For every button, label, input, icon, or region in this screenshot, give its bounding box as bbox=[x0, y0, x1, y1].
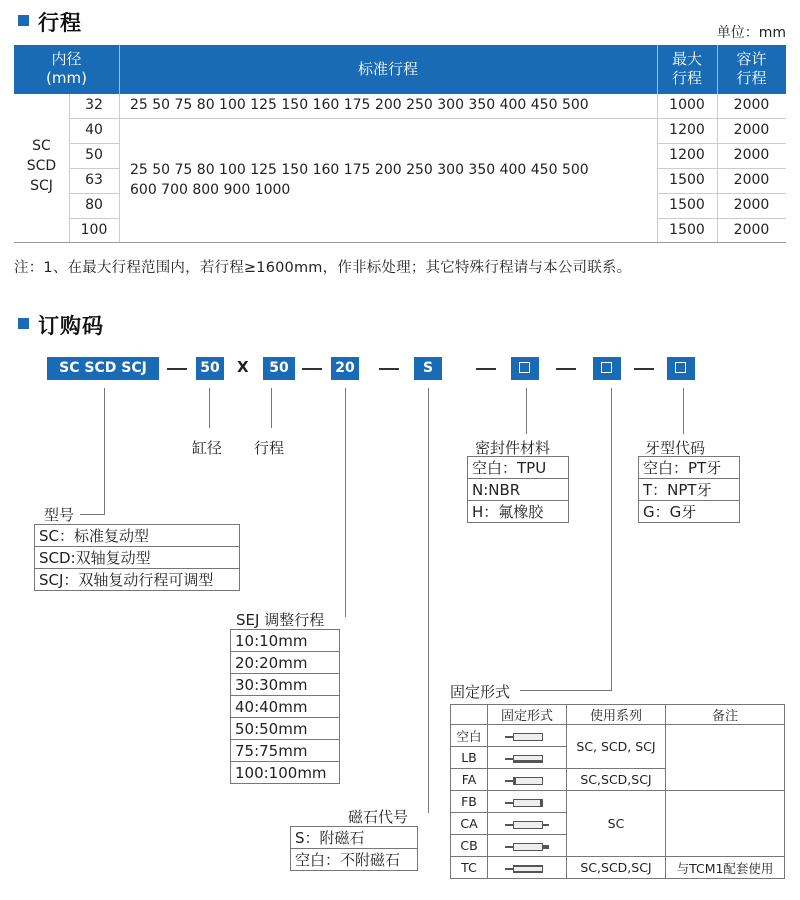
stroke-section-title: 行程 bbox=[38, 11, 82, 35]
magnet-option: S：附磁石 bbox=[291, 827, 418, 849]
tol-cell: 2000 bbox=[733, 147, 770, 163]
label-sej: SEJ 调整行程 bbox=[236, 611, 325, 629]
mount-image bbox=[488, 747, 567, 769]
seal-option: N:NBR bbox=[468, 479, 569, 501]
code-dash bbox=[379, 368, 399, 370]
mount-series: SC,SCD,SCJ bbox=[567, 857, 666, 879]
mount-series: SC, SCD, SCJ bbox=[567, 725, 666, 769]
sej-option: 10:10mm bbox=[231, 630, 340, 652]
bore-cell: 63 bbox=[85, 172, 103, 188]
sej-option: 30:30mm bbox=[231, 674, 340, 696]
divider bbox=[657, 218, 786, 219]
connector bbox=[271, 388, 272, 428]
mount-series: SC,SCD,SCJ bbox=[567, 769, 666, 791]
model-option: SCJ：双轴复动行程可调型 bbox=[35, 569, 240, 591]
code-magnet: S bbox=[414, 357, 442, 380]
header-divider bbox=[717, 45, 718, 94]
code-stroke: 50 bbox=[263, 357, 295, 380]
thread-option: 空白：PT牙 bbox=[639, 457, 740, 479]
divider bbox=[69, 118, 786, 119]
bore-cell: 40 bbox=[85, 122, 103, 138]
model-options-table bbox=[34, 524, 240, 591]
code-dash bbox=[476, 368, 496, 370]
mount-remark bbox=[666, 725, 785, 791]
connector bbox=[683, 388, 684, 434]
connector bbox=[209, 388, 210, 428]
max-cell: 1200 bbox=[669, 147, 705, 163]
connector bbox=[428, 388, 429, 813]
max-cell: 1200 bbox=[669, 122, 705, 138]
mount-table bbox=[450, 704, 785, 879]
section-marker bbox=[18, 318, 29, 329]
max-cell: 1500 bbox=[669, 197, 705, 213]
sej-option: 100:100mm bbox=[231, 762, 340, 784]
magnet-options-table bbox=[290, 826, 418, 871]
mount-image bbox=[488, 725, 567, 747]
header-divider bbox=[657, 45, 658, 94]
tol-cell: 2000 bbox=[733, 97, 770, 113]
code-model: SC SCD SCJ bbox=[47, 357, 159, 380]
header-tolerance-stroke: 容许 行程 bbox=[736, 50, 767, 87]
max-cell: 1500 bbox=[669, 172, 705, 188]
sej-options-table bbox=[230, 629, 340, 784]
code-dash bbox=[634, 368, 654, 370]
connector bbox=[611, 388, 612, 691]
connector bbox=[345, 388, 346, 617]
thread-options-table bbox=[638, 456, 740, 523]
max-cell: 1000 bbox=[669, 97, 705, 113]
thread-option: T：NPT牙 bbox=[639, 479, 740, 501]
connector bbox=[526, 388, 527, 434]
header-max-stroke: 最大 行程 bbox=[671, 50, 702, 87]
label-thread: 牙型代码 bbox=[645, 439, 706, 457]
code-seal-slot bbox=[511, 357, 539, 380]
divider bbox=[657, 193, 786, 194]
std-stroke-row1: 25 50 75 80 100 125 150 160 175 200 250 300 350 400 450 500 bbox=[130, 97, 589, 113]
mount-code: LB bbox=[451, 747, 488, 769]
mount-header: 使用系列 bbox=[567, 705, 666, 725]
tol-cell: 2000 bbox=[733, 172, 770, 188]
std-stroke-rest: 25 50 75 80 100 125 150 160 175 200 250 300 350 400 450 500 600 700 800 900 1000 bbox=[130, 162, 589, 198]
mount-image bbox=[488, 857, 567, 879]
seal-option: H：氟橡胶 bbox=[468, 501, 569, 523]
code-adjust: 20 bbox=[331, 357, 359, 380]
mount-series: SC bbox=[567, 791, 666, 857]
sej-option: 75:75mm bbox=[231, 740, 340, 762]
tol-cell: 2000 bbox=[733, 222, 770, 238]
mount-code: 空白 bbox=[451, 725, 488, 747]
thread-option: G：G牙 bbox=[639, 501, 740, 523]
divider bbox=[69, 218, 119, 219]
mount-code: CA bbox=[451, 813, 488, 835]
tol-cell: 2000 bbox=[733, 197, 770, 213]
divider bbox=[657, 143, 786, 144]
section-marker bbox=[18, 15, 29, 26]
mount-code: TC bbox=[451, 857, 488, 879]
sej-option: 50:50mm bbox=[231, 718, 340, 740]
sej-option: 40:40mm bbox=[231, 696, 340, 718]
seal-options-table bbox=[467, 456, 569, 523]
mount-remark: 与TCM1配套使用 bbox=[666, 857, 785, 879]
tol-cell: 2000 bbox=[733, 122, 770, 138]
sej-option: 20:20mm bbox=[231, 652, 340, 674]
mount-image bbox=[488, 791, 567, 813]
bore-cell: 32 bbox=[85, 97, 103, 113]
mount-code: CB bbox=[451, 835, 488, 857]
order-section-title: 订购码 bbox=[38, 314, 104, 338]
code-x: X bbox=[237, 358, 249, 376]
connector bbox=[80, 514, 105, 515]
bore-cell: 80 bbox=[85, 197, 103, 213]
mount-header-blank bbox=[451, 705, 488, 725]
model-option: SCD:双轴复动型 bbox=[35, 547, 240, 569]
code-dash bbox=[556, 368, 576, 370]
code-dash bbox=[167, 368, 187, 370]
divider bbox=[69, 143, 119, 144]
stroke-note: 注：1、在最大行程范围内，若行程≥1600mm，作非标处理；其它特殊行程请与本公司联系。 bbox=[14, 260, 632, 276]
code-thread-slot bbox=[667, 357, 695, 380]
mount-code: FA bbox=[451, 769, 488, 791]
unit-label: 单位：mm bbox=[716, 25, 786, 41]
label-magnet: 磁石代号 bbox=[348, 808, 409, 826]
mount-code: FB bbox=[451, 791, 488, 813]
stroke-table-header bbox=[14, 45, 786, 94]
mount-image bbox=[488, 813, 567, 835]
model-option: SC：标准复动型 bbox=[35, 525, 240, 547]
label-seal: 密封件材料 bbox=[475, 439, 551, 457]
header-divider bbox=[119, 45, 120, 94]
label-model: 型号 bbox=[44, 506, 75, 524]
header-bore: 内径 (mm) bbox=[46, 50, 87, 87]
mount-header: 固定形式 bbox=[488, 705, 567, 725]
max-cell: 1500 bbox=[669, 222, 705, 238]
divider bbox=[69, 168, 119, 169]
bore-cell: 100 bbox=[80, 222, 108, 238]
mount-image bbox=[488, 835, 567, 857]
header-standard-stroke: 标准行程 bbox=[357, 60, 418, 78]
code-bore: 50 bbox=[196, 357, 224, 380]
mount-header: 备注 bbox=[666, 705, 785, 725]
divider bbox=[119, 94, 120, 242]
mount-image bbox=[488, 769, 567, 791]
bore-cell: 50 bbox=[85, 147, 103, 163]
label-stroke: 行程 bbox=[254, 439, 285, 457]
series-label: SC SCD SCJ bbox=[26, 138, 57, 194]
divider bbox=[657, 168, 786, 169]
magnet-option: 空白：不附磁石 bbox=[291, 849, 418, 871]
stroke-table-body bbox=[14, 94, 786, 243]
label-mount: 固定形式 bbox=[450, 683, 511, 701]
code-mount-slot bbox=[593, 357, 621, 380]
connector bbox=[104, 388, 105, 514]
divider bbox=[69, 193, 119, 194]
label-bore: 缸径 bbox=[192, 439, 223, 457]
mount-remark bbox=[666, 791, 785, 857]
connector bbox=[520, 690, 612, 691]
code-dash bbox=[302, 368, 322, 370]
seal-option: 空白：TPU bbox=[468, 457, 569, 479]
